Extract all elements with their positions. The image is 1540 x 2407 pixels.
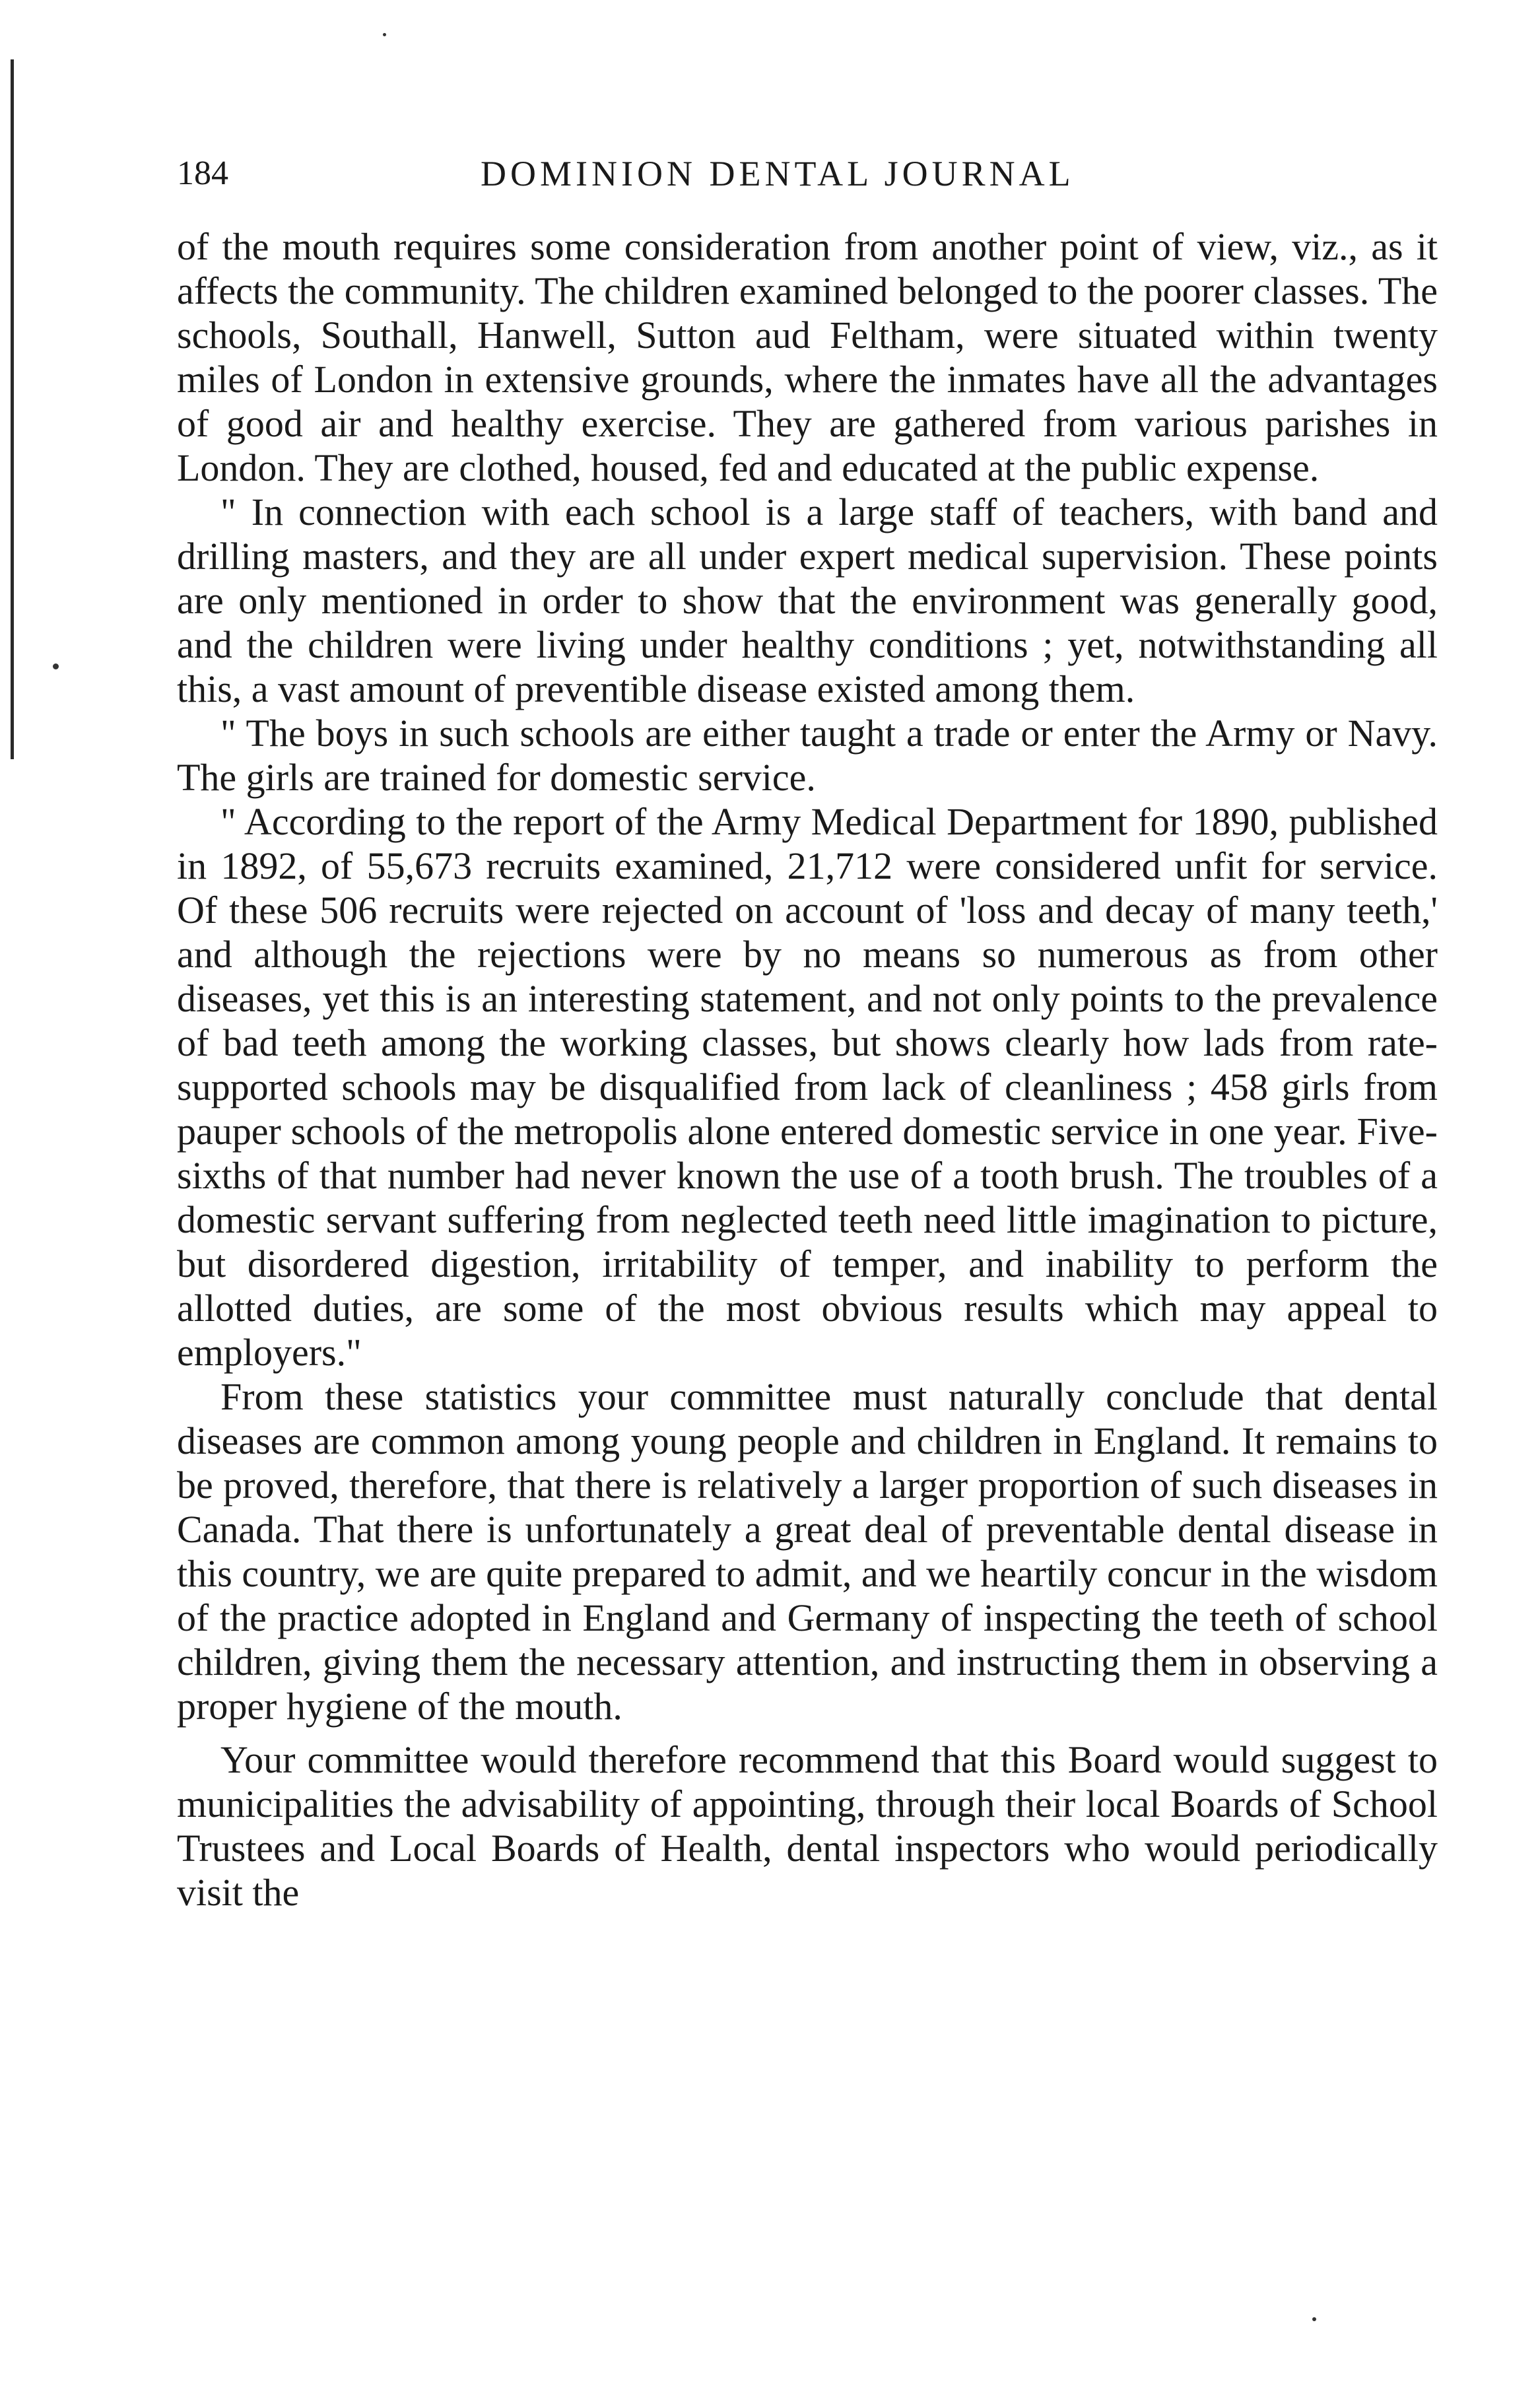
article-body [177, 224, 1438, 1915]
paragraph: Your committee would therefore recommend that this Board would suggest to municipalities the advisability of appointing, through their local Boards of School Trustees and Local Boards of Health, dental inspectors who would periodically visit the [177, 1738, 1438, 1914]
page-header [177, 144, 1438, 203]
paragraph: " According to the report of the Army Medical Department for 1890, published in 1892, of 55,673 recruits examined, 21,712 were considered unfit for service. Of these 506 recruits were rejected on account of 'loss and decay of many teeth,' and although the rejections were by no means so numerous as from other diseases, yet this is an interesting statement, and not only points to the prevalence of bad teeth among the working classes, but shows clearly how lads from rate-supported schools may be disqualified from lack of cleanliness ; 458 girls from pauper schools of the metropolis alone entered domestic service in one year. Five-sixths of that number had never known the use of a tooth brush. The troubles of a domestic servant suffering from neglected teeth need little imagination to picture, but disordered digestion, irritability of temper, and inability to perform the allotted duties, are some of the most obvious results which may appeal to employers." [177, 800, 1438, 1374]
paragraph-continued: of the mouth requires some consideration from another point of view, viz., as it affects the community. The children examined belonged to the poorer classes. The schools, Southall, Hanwell, Sutton aud Feltham, were situated within twenty miles of London in extensive grounds, where the inmates have all the advantages of good air and healthy exercise. They are gathered from various parishes in London. They are clothed, housed, fed and educated at the public expense. [177, 225, 1438, 489]
ink-speck [383, 33, 386, 36]
paragraph: " In connection with each school is a large staff of teachers, with band and drilling masters, and they are all under expert medical supervision. These points are only mentioned in order to show that the environment was generally good, and the children were living under healthy conditions ; yet, notwithstanding all this, a vast amount of preventible disease existed among them. [177, 491, 1438, 710]
paragraph: " The boys in such schools are either taught a trade or enter the Army or Navy. The girls are trained for domestic service. [177, 712, 1438, 799]
paragraph: From these statistics your committee must naturally conclude that dental diseases are common among young people and children in England. It remains to be proved, therefore, that there is relatively a larger proportion of such diseases in Canada. That there is unfortunately a great deal of preventable dental disease in this country, we are quite prepared to admit, and we heartily concur in the wisdom of the practice adopted in England and Germany of inspecting the teeth of school children, giving them the necessary attention, and instructing them in observing a proper hygiene of the mouth. [177, 1375, 1438, 1728]
page-number: 184 [177, 154, 228, 192]
binding-edge-line [11, 59, 14, 759]
ink-speck [53, 663, 59, 669]
running-title: DOMINION DENTAL JOURNAL [481, 154, 1075, 193]
ink-speck [1312, 2317, 1316, 2321]
